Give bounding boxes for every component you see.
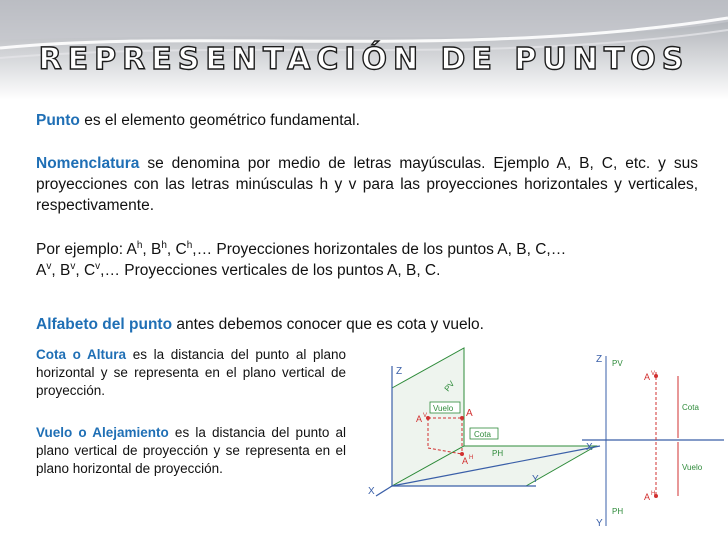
pv2-label: PV bbox=[612, 359, 623, 368]
paragraph-punto bbox=[36, 110, 698, 131]
axis-x-label: X bbox=[368, 486, 375, 497]
cota-label: Cota bbox=[474, 430, 491, 439]
example-line-1: ,… Proyecciones horizontales de los puntos A, B, C,… bbox=[192, 241, 567, 258]
axis-x2-label: X bbox=[586, 442, 593, 453]
paragraph-vuelo bbox=[36, 424, 346, 478]
vuelo-label: Vuelo bbox=[433, 404, 454, 413]
svg-text:H: H bbox=[651, 491, 656, 497]
term-nomenclatura: Nomenclatura bbox=[36, 155, 140, 172]
svg-text:V: V bbox=[423, 413, 428, 419]
example-line-2: ,… Proyecciones verticales de los puntos A, B, C. bbox=[100, 262, 441, 279]
axis-z-label: Z bbox=[396, 366, 403, 377]
axis-z2-label: Z bbox=[596, 354, 603, 365]
term-cota: Cota o Altura bbox=[36, 347, 127, 362]
svg-text:H: H bbox=[469, 455, 474, 461]
paragraph-cota bbox=[36, 346, 346, 400]
paragraph-ejemplo: Por ejemplo: $A^h$, $B^h$, $C^h,\dots$ Proyecciones horizontales de los puntos A, B, C,… $A^v$, $B^v$, $C^v,\dots$ Proyecciones verticales de los puntos A, B, C. bbox=[36, 239, 567, 279]
text-alfabeto: antes debemos conocer que es cota y vuelo. bbox=[172, 316, 484, 333]
point-a-label: A bbox=[466, 408, 473, 419]
ah-label: A bbox=[462, 456, 469, 466]
ph-label: PH bbox=[492, 449, 504, 458]
axis-y2-label: Y bbox=[596, 518, 603, 529]
vuelo2-label: Vuelo bbox=[682, 463, 703, 472]
text-punto: es el elemento geométrico fundamental. bbox=[79, 112, 360, 129]
text-cota: es la distancia del punto al plano horizontal y se representa en el plano vertical de proyección. bbox=[36, 347, 347, 398]
projection-diagram bbox=[356, 336, 726, 542]
ph2-label: PH bbox=[612, 507, 624, 516]
term-punto: Punto bbox=[36, 112, 80, 129]
text-vuelo: es la distancia del punto al plano vertical de proyección y se representa en el plano horizontal de proyección. bbox=[36, 425, 346, 476]
cota2-label: Cota bbox=[682, 403, 699, 412]
text-nomenclatura: se denomina por medio de letras mayúsculas. Ejemplo A, B, C, etc. y sus proyecciones con las letras minúsculas h y v para las proyecciones horizontales y verticales, respectivamente. bbox=[36, 155, 698, 214]
term-vuelo: Vuelo o Alejamiento bbox=[36, 425, 169, 440]
pv-label: PV bbox=[442, 379, 457, 394]
svg-text:V: V bbox=[651, 371, 656, 377]
av-label: A bbox=[416, 414, 423, 424]
paragraph-nomenclatura bbox=[36, 153, 698, 216]
page-title: REPRESENTACIÓN DE PUNTOS bbox=[38, 42, 690, 77]
av2-label: A bbox=[644, 372, 651, 382]
axis-y-label: Y bbox=[532, 474, 539, 485]
paragraph-alfabeto bbox=[36, 314, 698, 335]
ah2-label: A bbox=[644, 492, 651, 502]
term-alfabeto: Alfabeto del punto bbox=[36, 316, 173, 333]
